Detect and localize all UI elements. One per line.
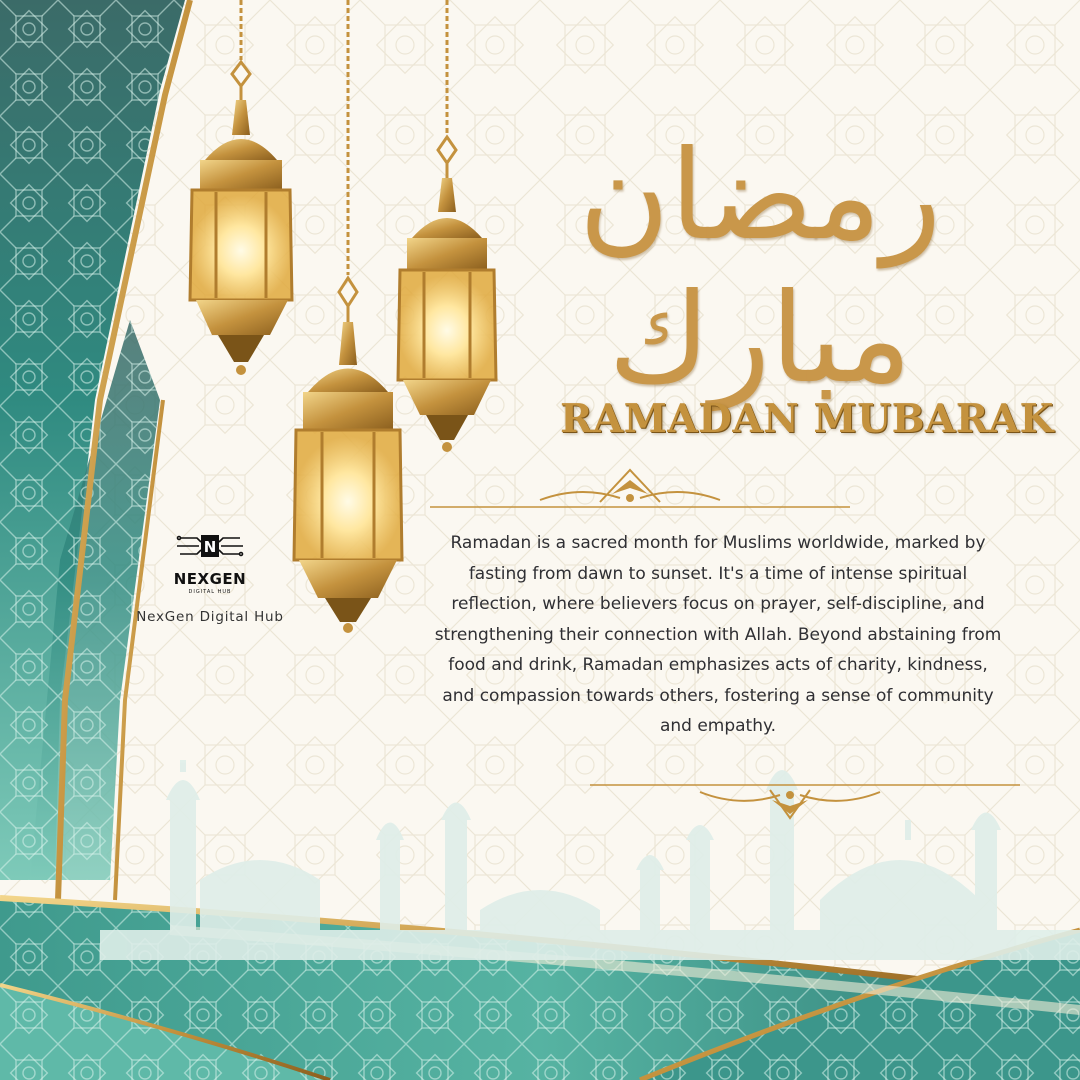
brand-caption: NexGen Digital Hub [136, 609, 284, 625]
brand-tagline: DIGITAL HUB [188, 589, 232, 595]
nexgen-logo-icon [175, 528, 245, 564]
greeting-heading: RAMADAN MUBARAK [560, 396, 1054, 442]
logo-letter: N [203, 538, 217, 556]
greeting-description: Ramadan is a sacred month for Muslims worldwide, marked by fasting from dawn to sunset. It's a time of intense spiritual reflection, where believers focus on prayer, self-discipline, and strengthening their connection with Allah. Beyond abstaining from food and drink, Ramadan emphasizes acts of charity, kindness, and compassion towards others, fostering a sense of community and empathy. [434, 533, 1002, 736]
brand-block [120, 528, 300, 625]
arabic-calligraphy: رمضان مبارك [578, 124, 942, 411]
brand-name: NEXGEN [173, 570, 247, 588]
